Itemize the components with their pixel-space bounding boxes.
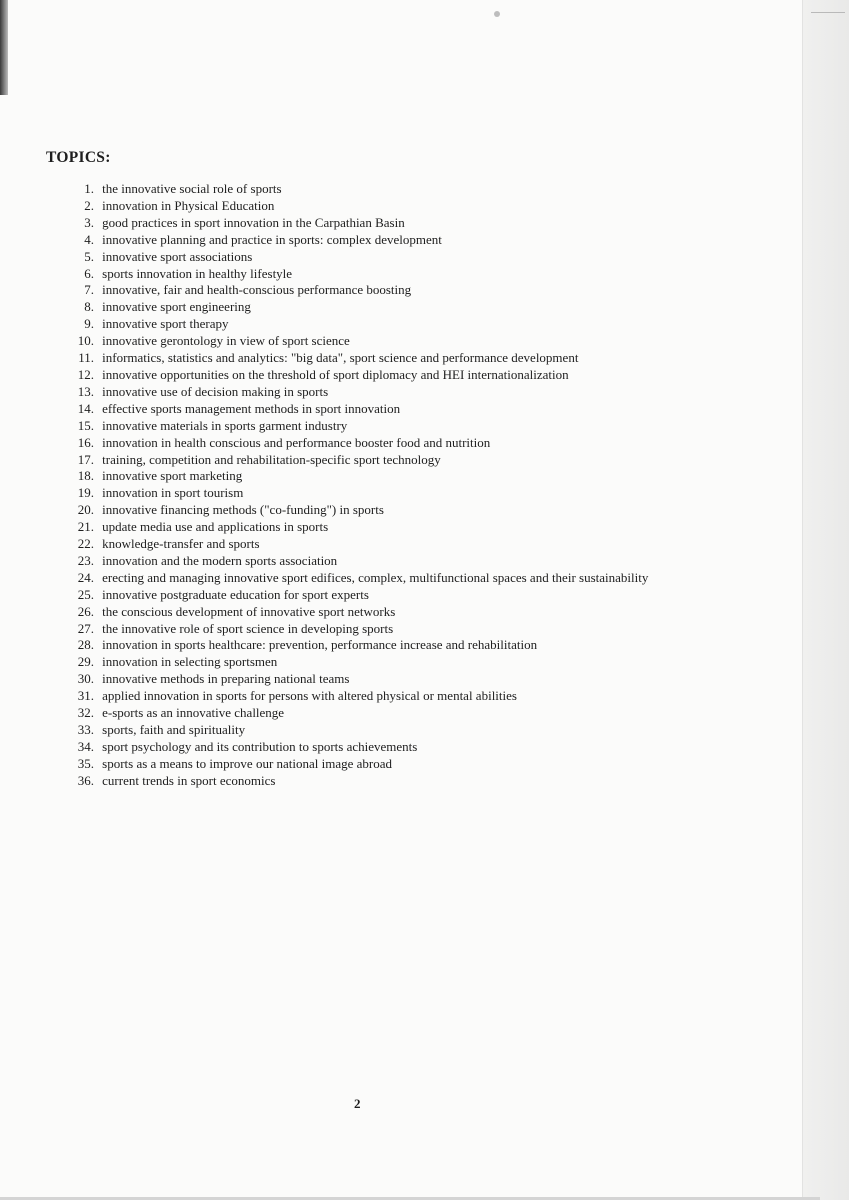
topic-number: 11. (78, 350, 94, 366)
topic-item (46, 350, 696, 367)
topic-item (46, 654, 696, 671)
topic-item (46, 316, 696, 333)
topic-text: e-sports as an innovative challenge (102, 705, 285, 721)
topic-item (46, 587, 696, 604)
topic-item (46, 621, 696, 638)
topic-number: 8. (84, 299, 94, 315)
topic-number: 13. (77, 383, 94, 399)
topic-item (46, 198, 696, 215)
topic-number: 24. (77, 569, 94, 585)
topic-number: 9. (84, 316, 94, 332)
topic-text: innovation in Physical Education (102, 197, 275, 213)
topic-text: innovation in sports healthcare: prevention, performance increase and rehabilitation (102, 637, 538, 653)
topic-number: 23. (77, 552, 94, 568)
topic-text: sports, faith and spirituality (102, 722, 246, 737)
topic-item (46, 249, 696, 266)
topic-text: the conscious development of innovative sport networks (102, 603, 396, 619)
topic-number: 28. (77, 637, 94, 653)
topic-number: 17. (77, 451, 94, 467)
topic-item (46, 570, 696, 587)
topic-text: sports innovation in healthy lifestyle (102, 265, 293, 281)
topic-number: 5. (84, 248, 94, 264)
topic-text: innovation in health conscious and performance booster food and nutrition (102, 434, 491, 450)
topic-item (46, 181, 696, 198)
scan-edge-line (811, 12, 845, 13)
scan-speck (494, 11, 500, 17)
topic-number: 15. (77, 417, 94, 433)
topic-item (46, 553, 696, 570)
topic-text: knowledge-transfer and sports (102, 536, 260, 552)
topic-item (46, 299, 696, 316)
topic-number: 30. (77, 671, 94, 687)
topic-text: innovative financing methods ("co-funding") in sports (102, 502, 384, 518)
topic-text: informatics, statistics and analytics: "big data", sport science and performance development (102, 350, 579, 366)
topic-number: 22. (77, 536, 94, 552)
topic-item (46, 773, 696, 790)
topic-number: 32. (77, 705, 94, 721)
topic-item (46, 452, 696, 469)
topic-item (46, 266, 696, 283)
topic-text: innovative sport marketing (102, 468, 243, 484)
topic-item (46, 418, 696, 435)
topics-list (46, 181, 696, 790)
topic-item (46, 367, 696, 384)
topic-text: applied innovation in sports for persons with altered physical or mental abilities (102, 688, 517, 704)
topic-number: 10. (77, 333, 94, 349)
topic-number: 6. (84, 265, 94, 281)
topic-item (46, 401, 696, 418)
topic-number: 14. (77, 400, 94, 416)
topic-number: 3. (84, 214, 94, 230)
topic-number: 16. (77, 434, 94, 450)
topic-number: 33. (77, 722, 94, 737)
topic-item (46, 756, 696, 773)
topic-number: 31. (77, 688, 94, 704)
topic-text: sport psychology and its contribution to sports achievements (102, 738, 418, 754)
topic-item (46, 384, 696, 401)
topic-item (46, 333, 696, 350)
topic-number: 12. (77, 366, 94, 382)
topic-number: 7. (84, 282, 94, 298)
topic-item (46, 468, 696, 485)
topic-number: 19. (77, 485, 94, 501)
topic-text: training, competition and rehabilitation-specific sport technology (102, 451, 441, 467)
topic-text: innovative materials in sports garment industry (102, 417, 348, 433)
topic-item (46, 215, 696, 232)
topic-item (46, 688, 696, 705)
topic-text: the innovative social role of sports (102, 181, 282, 196)
topic-item (46, 671, 696, 688)
scan-corner-mark (0, 0, 8, 95)
topic-text: innovative planning and practice in sports: complex development (102, 231, 442, 247)
topic-text: innovative sport associations (102, 248, 253, 264)
topic-text: innovative gerontology in view of sport science (102, 333, 350, 349)
topic-item (46, 232, 696, 249)
topic-text: current trends in sport economics (102, 772, 276, 788)
topic-text: sports as a means to improve our national image abroad (102, 755, 393, 771)
topic-item (46, 536, 696, 553)
topic-number: 35. (77, 755, 94, 771)
topic-item (46, 435, 696, 452)
topic-number: 20. (77, 502, 94, 518)
topic-text: good practices in sport innovation in the Carpathian Basin (102, 214, 405, 230)
topic-number: 4. (84, 231, 94, 247)
topic-text: innovative, fair and health-conscious performance boosting (102, 282, 412, 298)
topic-number: 34. (77, 738, 94, 754)
topic-text: effective sports management methods in sport innovation (102, 400, 401, 416)
topic-number: 27. (77, 620, 94, 636)
page-number: 2 (354, 1096, 361, 1111)
topic-item (46, 519, 696, 536)
topic-text: innovative opportunities on the threshold of sport diplomacy and HEI internationalization (102, 366, 569, 382)
topic-item (46, 739, 696, 756)
topic-item (46, 637, 696, 654)
topics-heading: TOPICS: (46, 149, 111, 166)
topic-text: innovative sport therapy (102, 316, 229, 332)
topic-item (46, 705, 696, 722)
topic-number: 21. (77, 519, 94, 535)
topic-text: innovation in selecting sportsmen (102, 654, 278, 670)
topic-text: erecting and managing innovative sport edifices, complex, multifunctional spaces and their sustainability (102, 569, 649, 585)
topic-number: 36. (77, 772, 94, 788)
topic-text: innovative use of decision making in sports (102, 383, 329, 399)
topic-item (46, 485, 696, 502)
topic-text: the innovative role of sport science in developing sports (102, 620, 394, 636)
topic-text: update media use and applications in sports (102, 519, 329, 535)
topic-text: innovation in sport tourism (102, 485, 244, 501)
topic-item (46, 604, 696, 621)
topic-text: innovation and the modern sports association (102, 552, 338, 568)
topic-text: innovative methods in preparing national teams (102, 671, 350, 687)
topic-number: 25. (77, 586, 94, 602)
topic-number: 26. (77, 603, 94, 619)
topic-item (46, 502, 696, 519)
topic-number: 1. (84, 181, 94, 196)
topic-number: 2. (84, 197, 94, 213)
topic-item (46, 722, 696, 739)
topic-text: innovative sport engineering (102, 299, 251, 315)
topic-text: innovative postgraduate education for sport experts (102, 586, 369, 602)
scan-edge-strip (802, 0, 849, 1200)
topic-number: 29. (77, 654, 94, 670)
topic-item (46, 282, 696, 299)
topic-number: 18. (77, 468, 94, 484)
